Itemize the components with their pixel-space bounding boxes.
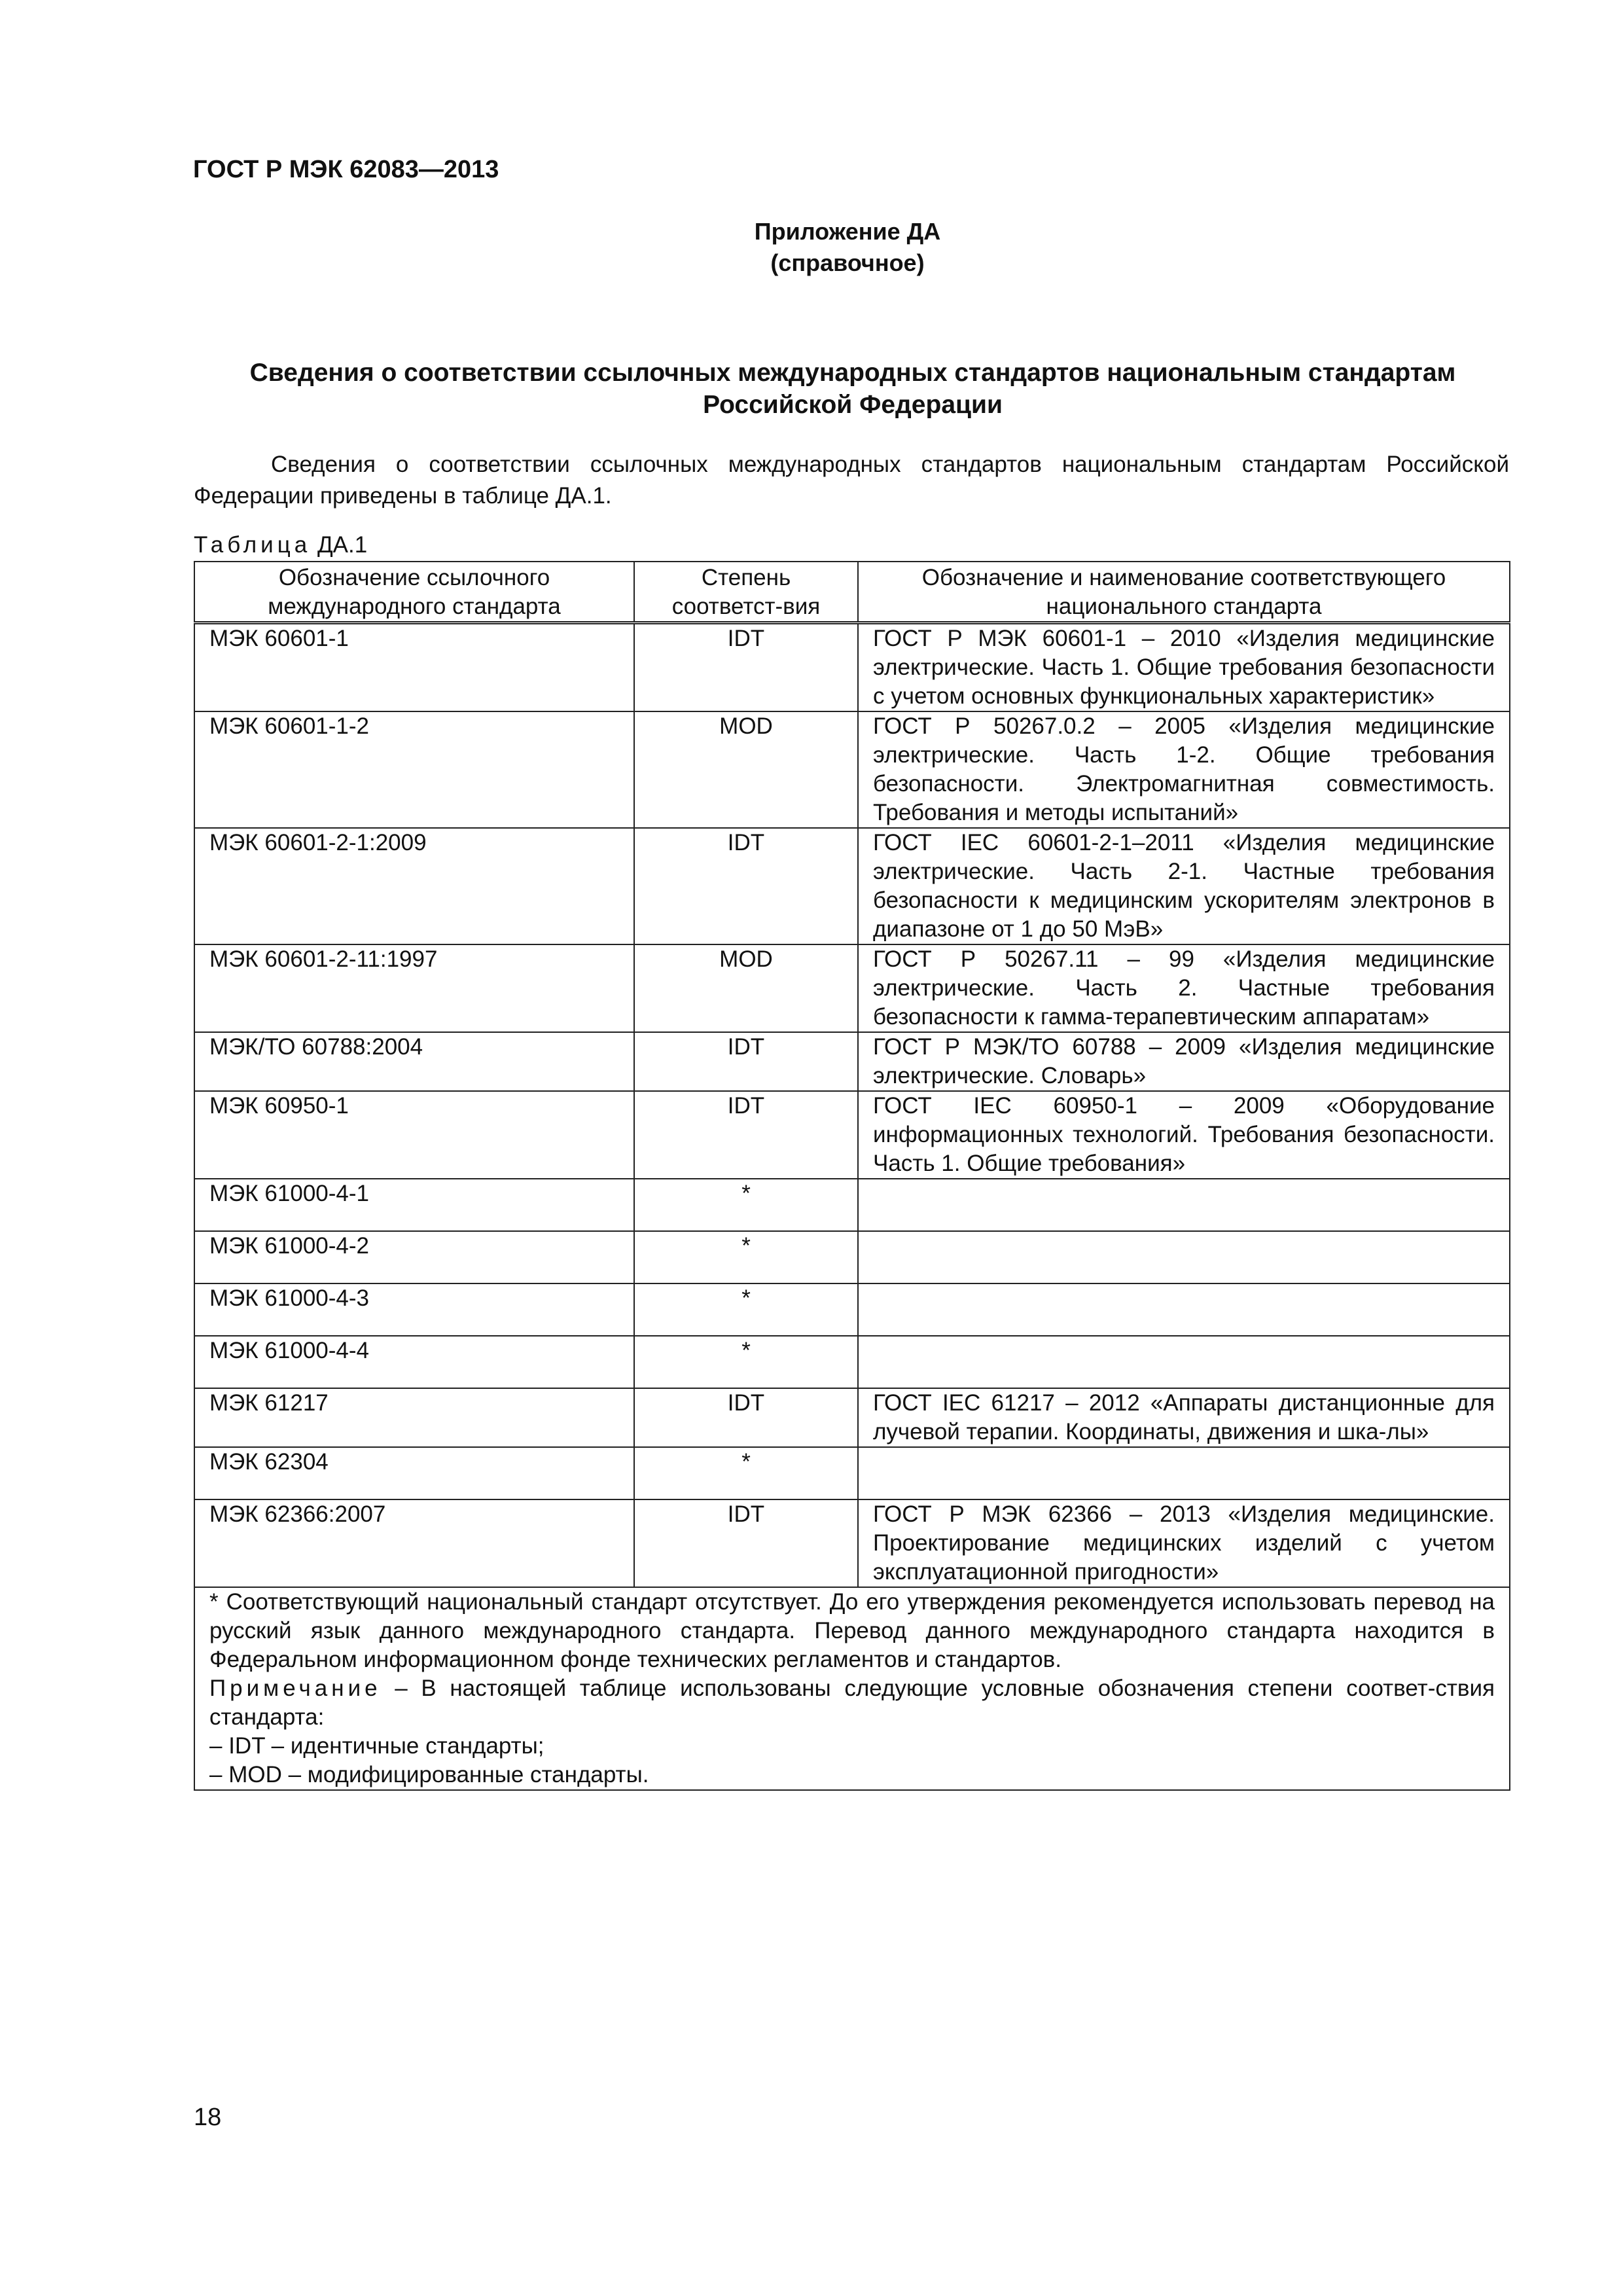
cell-degree: MOD: [634, 711, 858, 828]
cell-intl-standard: МЭК 60601-2-11:1997: [194, 944, 634, 1032]
cell-degree: IDT: [634, 623, 858, 712]
cell-national-standard: ГОСТ Р 50267.0.2 – 2005 «Изделия медицинские электрические. Часть 1-2. Общие требования безопасности. Электромагнитная совместимость. Требования и методы испытаний»: [858, 711, 1510, 828]
table-row: [194, 1032, 1510, 1091]
cell-intl-standard: МЭК 62304: [194, 1447, 634, 1499]
table-row: [194, 1179, 1510, 1231]
cell-national-standard: [858, 1336, 1510, 1388]
cell-degree: *: [634, 1447, 858, 1499]
cell-intl-standard: МЭК 61000-4-3: [194, 1283, 634, 1336]
table-row: [194, 1388, 1510, 1447]
cell-national-standard: ГОСТ IEC 60950-1 – 2009 «Оборудование информационных технологий. Требования безопасности. Часть 1. Общие требования»: [858, 1091, 1510, 1179]
header-degree: Степень соответст-вия: [634, 562, 858, 623]
table-caption-word: Таблица: [194, 532, 312, 558]
cell-degree: IDT: [634, 828, 858, 944]
table-row: [194, 1231, 1510, 1283]
table-row: [194, 711, 1510, 828]
cell-degree: *: [634, 1231, 858, 1283]
cell-national-standard: ГОСТ Р МЭК 62366 – 2013 «Изделия медицинские. Проектирование медицинских изделий с учетом эксплуатационной пригодности»: [858, 1499, 1510, 1587]
standards-table: [194, 561, 1510, 1791]
cell-intl-standard: МЭК 62366:2007: [194, 1499, 634, 1587]
cell-degree: IDT: [634, 1091, 858, 1179]
note-line: [209, 1674, 1495, 1732]
table-row: [194, 828, 1510, 944]
cell-national-standard: ГОСТ IEC 61217 – 2012 «Аппараты дистанционные для лучевой терапии. Координаты, движения и шка-лы»: [858, 1388, 1510, 1447]
cell-intl-standard: МЭК 60601-1: [194, 623, 634, 712]
cell-national-standard: ГОСТ Р МЭК 60601-1 – 2010 «Изделия медицинские электрические. Часть 1. Общие требования безопасности с учетом основных функциональных характеристик»: [858, 623, 1510, 712]
table-row: [194, 1091, 1510, 1179]
cell-national-standard: [858, 1283, 1510, 1336]
note-item-mod: – MOD – модифицированные стандарты.: [209, 1762, 649, 1787]
cell-national-standard: ГОСТ Р 50267.11 – 99 «Изделия медицинские электрические. Часть 2. Частные требования безопасности к гамма-терапевтическим аппаратам»: [858, 944, 1510, 1032]
cell-intl-standard: МЭК 60601-1-2: [194, 711, 634, 828]
header-national-standard: Обозначение и наименование соответствующего национального стандарта: [858, 562, 1510, 623]
table-row: [194, 1447, 1510, 1499]
note-item-idt: – IDT – идентичные стандарты;: [209, 1733, 544, 1759]
cell-national-standard: ГОСТ IEC 60601-2-1–2011 «Изделия медицинские электрические. Часть 2-1. Частные требования безопасности к медицинским ускорителям электронов в диапазоне от 1 до 50 МэВ»: [858, 828, 1510, 944]
cell-intl-standard: МЭК 61000-4-1: [194, 1179, 634, 1231]
footnote-text: * Соответствующий национальный стандарт отсутствует. До его утверждения рекомендуется использовать перевод на русский язык данного международного стандарта. Перевод данного международного стандарта находится в Федеральном информационном фонде технических регламентов и стандартов.: [209, 1589, 1495, 1672]
table-row: [194, 623, 1510, 712]
cell-intl-standard: МЭК 61000-4-2: [194, 1231, 634, 1283]
note-text: – В настоящей таблице использованы следующие условные обозначения степени соответ-ствия стандарта:: [209, 1676, 1495, 1730]
cell-national-standard: ГОСТ Р МЭК/ТО 60788 – 2009 «Изделия медицинские электрические. Словарь»: [858, 1032, 1510, 1091]
table-footnote-row: [194, 1587, 1510, 1790]
table-header-row: [194, 562, 1510, 623]
table-caption-number: ДА.1: [317, 532, 368, 558]
cell-intl-standard: МЭК 61217: [194, 1388, 634, 1447]
table-caption: [194, 532, 367, 558]
cell-intl-standard: МЭК 61000-4-4: [194, 1336, 634, 1388]
appendix-title: Приложение ДА: [754, 218, 941, 245]
cell-degree: IDT: [634, 1499, 858, 1587]
intro-paragraph: Сведения о соответствии ссылочных международных стандартов национальным стандартам Российской Федерации приведены в таблице ДА.1.: [194, 452, 1509, 509]
note-word: Примечание: [209, 1676, 382, 1701]
cell-degree: *: [634, 1179, 858, 1231]
table-row: [194, 1283, 1510, 1336]
table-body: [194, 623, 1510, 1588]
cell-intl-standard: МЭК 60601-2-1:2009: [194, 828, 634, 944]
section-title: Сведения о соответствии ссылочных международных стандартов национальным стандартам Российской Федерации: [249, 359, 1456, 419]
appendix-heading: [0, 216, 1623, 279]
cell-degree: *: [634, 1336, 858, 1388]
table-row: [194, 1336, 1510, 1388]
cell-intl-standard: МЭК/ТО 60788:2004: [194, 1032, 634, 1091]
cell-national-standard: [858, 1231, 1510, 1283]
header-intl-standard: Обозначение ссылочного международного стандарта: [194, 562, 634, 623]
appendix-subtitle: (справочное): [770, 249, 925, 276]
table-row: [194, 1499, 1510, 1587]
table-footnote: [194, 1587, 1510, 1790]
table-row: [194, 944, 1510, 1032]
cell-national-standard: [858, 1179, 1510, 1231]
page-number: 18: [194, 2104, 222, 2131]
document-code: ГОСТ Р МЭК 62083—2013: [193, 156, 499, 183]
cell-degree: *: [634, 1283, 858, 1336]
cell-national-standard: [858, 1447, 1510, 1499]
cell-intl-standard: МЭК 60950-1: [194, 1091, 634, 1179]
cell-degree: IDT: [634, 1032, 858, 1091]
cell-degree: MOD: [634, 944, 858, 1032]
cell-degree: IDT: [634, 1388, 858, 1447]
